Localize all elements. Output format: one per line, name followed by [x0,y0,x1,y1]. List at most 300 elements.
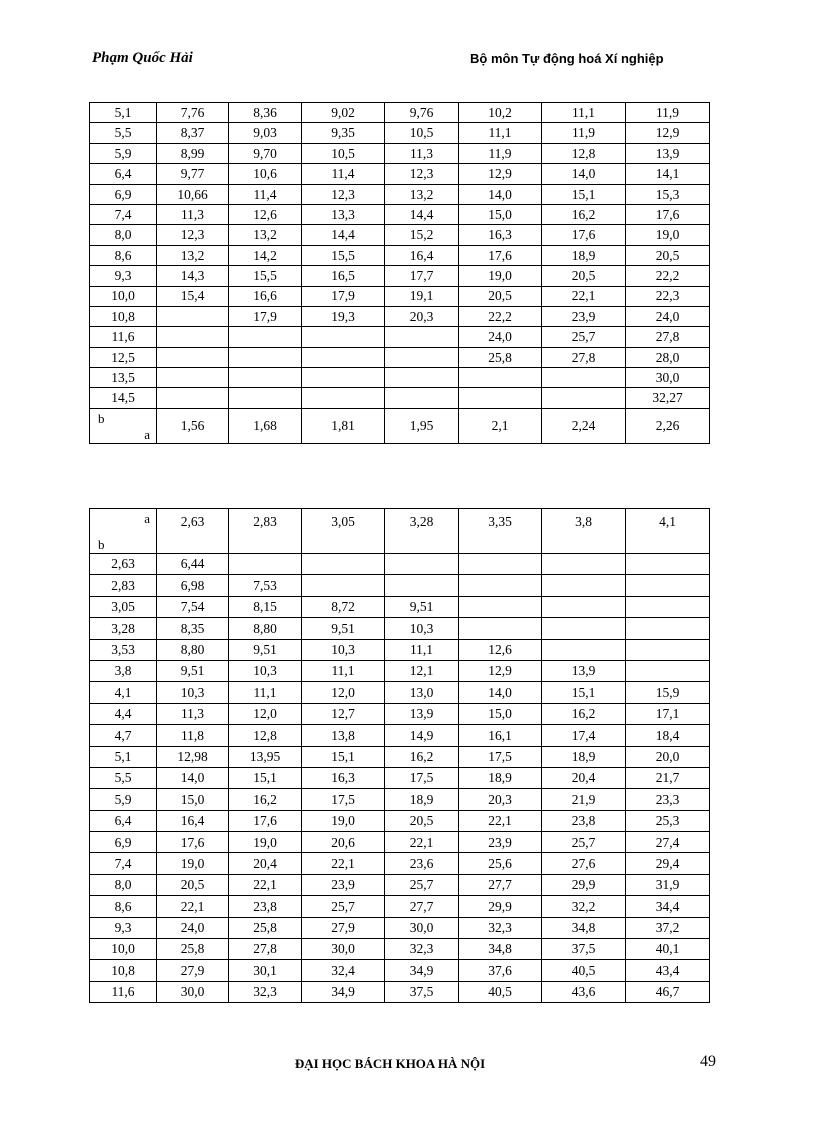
table-cell: 14,9 [385,725,459,746]
table-cell: 15,1 [229,767,302,788]
table-cell: 16,3 [459,225,542,245]
row-label-cell: 5,1 [90,103,157,123]
table-cell: 15,0 [459,204,542,224]
table-cell: 23,6 [385,853,459,874]
table-cell: 9,02 [302,103,385,123]
table-cell [157,347,229,367]
table-cell: 21,9 [542,789,626,810]
table-row [90,767,710,788]
table-cell: 2,26 [626,408,710,443]
table-cell: 25,7 [542,832,626,853]
table-cell: 9,76 [385,103,459,123]
table-cell: 11,3 [157,204,229,224]
table-cell: 12,7 [302,703,385,724]
table-cell: 20,3 [385,306,459,326]
table-cell: 30,0 [302,939,385,960]
table-cell: 15,1 [542,184,626,204]
table-cell: 14,2 [229,245,302,265]
table-cell [459,596,542,617]
table-cell: 10,2 [459,103,542,123]
table-cell: 30,0 [157,981,229,1002]
table-cell: 12,9 [459,164,542,184]
table-cell: 16,1 [459,725,542,746]
table-cell [542,618,626,639]
table-row [90,917,710,938]
table-row [90,939,710,960]
table-cell: 27,7 [385,896,459,917]
corner-label-b: b [98,537,105,552]
table-cell: 25,8 [157,939,229,960]
row-label-cell: 3,05 [90,596,157,617]
table-cell: 11,1 [385,639,459,660]
table-cell: 6,44 [157,554,229,575]
table-cell: 8,72 [302,596,385,617]
table-cell [542,554,626,575]
table-cell: 27,8 [626,327,710,347]
table-cell: 16,6 [229,286,302,306]
table-row [90,639,710,660]
table-cell: 12,1 [385,660,459,681]
table-cell: 1,56 [157,408,229,443]
row-label-cell: 5,5 [90,767,157,788]
row-label-cell: 6,9 [90,832,157,853]
table-cell: 11,9 [459,143,542,163]
table-cell: 32,4 [302,960,385,981]
table-cell: 15,1 [302,746,385,767]
table-cell: 23,8 [542,810,626,831]
table-cell: 8,15 [229,596,302,617]
row-label-cell: 14,5 [90,388,157,408]
table-cell: 13,2 [385,184,459,204]
table-cell: 17,9 [302,286,385,306]
row-label-cell: 3,28 [90,618,157,639]
author-name: Phạm Quốc Hải [92,50,193,66]
table-cell: 20,0 [626,746,710,767]
table-cell: 16,2 [385,746,459,767]
row-label-cell: 13,5 [90,368,157,388]
table-row [90,981,710,1002]
table-cell: 37,5 [385,981,459,1002]
table-cell [626,618,710,639]
table-cell: 12,8 [542,143,626,163]
table-cell: 25,7 [542,327,626,347]
table-cell: 14,4 [302,225,385,245]
table-cell: 18,9 [385,789,459,810]
table-cell: 22,1 [302,853,385,874]
table-row [90,554,710,575]
table-row [90,184,710,204]
table-cell: 16,3 [302,767,385,788]
row-label-cell: 10,0 [90,286,157,306]
table-cell: 20,6 [302,832,385,853]
table-cell: 11,4 [229,184,302,204]
table-cell: 12,6 [459,639,542,660]
table-cell: 22,1 [229,874,302,895]
table-cell: 18,9 [542,746,626,767]
table-cell [626,596,710,617]
table-cell: 12,98 [157,746,229,767]
table-cell: 28,0 [626,347,710,367]
table-cell [459,575,542,596]
table-cell: 37,6 [459,960,542,981]
table-cell: 20,3 [459,789,542,810]
table-cell: 16,2 [542,703,626,724]
row-label-cell: 10,8 [90,960,157,981]
row-label-cell: 8,6 [90,245,157,265]
table-cell: 20,5 [459,286,542,306]
table-cell: 40,5 [542,960,626,981]
table-row [90,703,710,724]
table-cell [302,554,385,575]
table-cell: 22,3 [626,286,710,306]
table-row [90,143,710,163]
row-label-cell: 5,1 [90,746,157,767]
corner-cell [90,509,157,554]
table-cell: 17,6 [626,204,710,224]
table-cell: 15,1 [542,682,626,703]
row-label-cell: 9,3 [90,266,157,286]
table-cell [385,388,459,408]
table-cell [302,388,385,408]
table-cell: 34,4 [626,896,710,917]
table-cell: 29,4 [626,853,710,874]
table-row [90,832,710,853]
table-cell: 19,1 [385,286,459,306]
table-cell [157,368,229,388]
table-cell: 9,70 [229,143,302,163]
table-row [90,306,710,326]
table-cell: 12,0 [229,703,302,724]
table-cell: 32,27 [626,388,710,408]
table-cell [385,554,459,575]
table-cell [157,388,229,408]
table-cell: 30,0 [385,917,459,938]
table-cell: 8,35 [157,618,229,639]
table-cell: 23,9 [302,874,385,895]
table-cell: 23,8 [229,896,302,917]
row-label-cell: 2,63 [90,554,157,575]
table-row [90,746,710,767]
table-row [90,660,710,681]
table-cell: 30,0 [626,368,710,388]
table-cell: 23,3 [626,789,710,810]
row-label-cell: 3,8 [90,660,157,681]
table-cell [302,368,385,388]
table-cell: 19,0 [229,832,302,853]
table-cell [542,368,626,388]
table-cell: 17,5 [302,789,385,810]
table-cell: 27,8 [229,939,302,960]
table-cell: 15,5 [229,266,302,286]
table-cell: 12,9 [626,123,710,143]
table-row [90,368,710,388]
table-cell: 18,9 [459,767,542,788]
table-cell [157,327,229,347]
table-cell: 17,5 [385,767,459,788]
table-cell: 19,0 [626,225,710,245]
table-cell: 16,2 [229,789,302,810]
table-cell: 16,4 [385,245,459,265]
table-cell: 24,0 [459,327,542,347]
table-cell: 9,51 [229,639,302,660]
table-cell: 21,7 [626,767,710,788]
row-label-cell: 9,3 [90,917,157,938]
header-cell: 3,05 [302,509,385,554]
header-cell: 3,28 [385,509,459,554]
table-cell [459,618,542,639]
table-upper-body [90,103,710,409]
table-row [90,327,710,347]
table-cell: 40,5 [459,981,542,1002]
table-cell: 11,1 [229,682,302,703]
table-cell: 27,6 [542,853,626,874]
row-label-cell: 8,0 [90,225,157,245]
table-cell: 14,0 [157,767,229,788]
header-cell: 3,8 [542,509,626,554]
row-label-cell: 4,7 [90,725,157,746]
table-cell: 37,2 [626,917,710,938]
table-cell: 43,6 [542,981,626,1002]
table-cell: 13,9 [626,143,710,163]
table-cell: 1,95 [385,408,459,443]
table-cell: 30,1 [229,960,302,981]
row-label-cell: 6,4 [90,810,157,831]
table-cell: 10,3 [385,618,459,639]
table-cell: 9,51 [157,660,229,681]
table-cell [542,596,626,617]
table-cell: 14,4 [385,204,459,224]
table-cell: 2,1 [459,408,542,443]
table-row [90,408,710,443]
table-cell: 29,9 [459,896,542,917]
table-cell [542,575,626,596]
table-cell: 7,53 [229,575,302,596]
table-cell: 8,80 [229,618,302,639]
table-row [90,789,710,810]
table-cell: 13,95 [229,746,302,767]
table-cell [626,554,710,575]
table-cell: 27,7 [459,874,542,895]
table-cell: 16,2 [542,204,626,224]
table-cell: 8,80 [157,639,229,660]
table-cell: 11,1 [542,103,626,123]
table-cell [459,554,542,575]
footer-university: ĐẠI HỌC BÁCH KHOA HÀ NỘI [294,1056,486,1071]
table-lower-body [90,554,710,1003]
row-label-cell: 6,4 [90,164,157,184]
table-cell: 37,5 [542,939,626,960]
table-cell: 13,8 [302,725,385,746]
row-label-cell: 7,4 [90,853,157,874]
table-cell [302,327,385,347]
table-cell: 12,3 [302,184,385,204]
table-cell [385,347,459,367]
table-cell [385,368,459,388]
table-cell: 8,99 [157,143,229,163]
header-cell: 2,83 [229,509,302,554]
table-row [90,266,710,286]
table-cell: 22,1 [459,810,542,831]
row-label-cell: 4,1 [90,682,157,703]
table-cell [542,388,626,408]
table-cell: 22,2 [626,266,710,286]
table-cell: 12,3 [157,225,229,245]
corner-label-b: b [98,410,105,426]
table-cell: 32,3 [459,917,542,938]
table-row [90,103,710,123]
table-cell: 7,54 [157,596,229,617]
table-row [90,164,710,184]
table-cell [157,306,229,326]
table-row [90,225,710,245]
table-cell: 34,8 [542,917,626,938]
table-cell: 11,3 [385,143,459,163]
table-cell: 20,5 [542,266,626,286]
table-cell: 25,8 [459,347,542,367]
table-cell: 11,9 [626,103,710,123]
table-cell: 27,9 [302,917,385,938]
table-cell: 23,9 [542,306,626,326]
table-cell: 13,3 [302,204,385,224]
table-cell: 9,77 [157,164,229,184]
table-cell: 17,6 [229,810,302,831]
table-cell: 34,8 [459,939,542,960]
corner-label-a: a [144,511,150,526]
table-cell: 34,9 [385,960,459,981]
table-cell: 13,9 [385,703,459,724]
row-label-cell: 6,9 [90,184,157,204]
table-cell [626,575,710,596]
table-cell [385,575,459,596]
table-cell: 11,4 [302,164,385,184]
row-label-cell: 10,0 [90,939,157,960]
table-cell: 14,0 [459,682,542,703]
table-cell: 13,0 [385,682,459,703]
table-cell [229,554,302,575]
row-label-cell: 5,5 [90,123,157,143]
table-cell: 12,3 [385,164,459,184]
table-cell: 18,9 [542,245,626,265]
table-cell: 20,5 [626,245,710,265]
table-cell: 10,5 [302,143,385,163]
row-label-cell: 12,5 [90,347,157,367]
table-cell: 22,1 [385,832,459,853]
table-cell: 8,36 [229,103,302,123]
table-row [90,245,710,265]
table-cell: 15,3 [626,184,710,204]
table-cell [302,575,385,596]
table-cell: 19,0 [459,266,542,286]
table-row [90,596,710,617]
table-cell: 2,24 [542,408,626,443]
table-cell: 15,2 [385,225,459,245]
row-label-cell: 8,0 [90,874,157,895]
table-cell: 15,9 [626,682,710,703]
table-cell: 12,9 [459,660,542,681]
table-row [90,682,710,703]
table-row [90,123,710,143]
corner-cell [90,408,157,443]
table-cell: 25,8 [229,917,302,938]
department-name: Bộ môn Tự động hoá Xí nghiệp [470,51,664,66]
row-label-cell: 5,9 [90,789,157,810]
table-cell [229,327,302,347]
table-cell: 11,1 [302,660,385,681]
table-cell: 25,7 [385,874,459,895]
row-label-cell: 4,4 [90,703,157,724]
table-cell: 34,9 [302,981,385,1002]
table-cell: 40,1 [626,939,710,960]
table-row [90,896,710,917]
table-cell: 12,8 [229,725,302,746]
table-cell: 17,4 [542,725,626,746]
table-cell: 27,4 [626,832,710,853]
table-cell: 19,0 [302,810,385,831]
table-cell [229,388,302,408]
table-cell: 29,9 [542,874,626,895]
table-cell: 17,9 [229,306,302,326]
table-cell [459,388,542,408]
table-row [90,960,710,981]
table-cell: 10,3 [229,660,302,681]
row-label-cell: 7,4 [90,204,157,224]
table-cell: 25,6 [459,853,542,874]
table-cell: 24,0 [626,306,710,326]
table-cell: 9,03 [229,123,302,143]
header-cell: 3,35 [459,509,542,554]
table-cell: 13,2 [229,225,302,245]
table-cell: 17,1 [626,703,710,724]
table-cell: 17,6 [157,832,229,853]
table-cell: 9,51 [302,618,385,639]
table-cell: 10,66 [157,184,229,204]
row-label-cell: 3,53 [90,639,157,660]
table-cell: 14,0 [542,164,626,184]
table-cell: 17,5 [459,746,542,767]
table-cell: 31,9 [626,874,710,895]
table-cell: 12,6 [229,204,302,224]
table-cell: 10,3 [157,682,229,703]
table-cell: 32,2 [542,896,626,917]
table-cell: 16,5 [302,266,385,286]
table-cell: 13,2 [157,245,229,265]
table-cell: 11,1 [459,123,542,143]
table-cell: 11,3 [157,703,229,724]
row-label-cell: 11,6 [90,981,157,1002]
table-cell: 25,3 [626,810,710,831]
table-cell: 19,0 [157,853,229,874]
table-row [90,575,710,596]
table-cell: 15,0 [157,789,229,810]
table-row [90,388,710,408]
table-cell: 1,68 [229,408,302,443]
row-label-cell: 2,83 [90,575,157,596]
table-upper [89,102,710,444]
row-label-cell: 10,8 [90,306,157,326]
table-row [90,618,710,639]
table-cell: 10,6 [229,164,302,184]
table-cell: 15,4 [157,286,229,306]
table-cell: 10,5 [385,123,459,143]
table-header-row [90,509,710,554]
table-cell [385,327,459,347]
table-cell [542,639,626,660]
table-cell [229,368,302,388]
table-cell: 27,8 [542,347,626,367]
table-cell: 43,4 [626,960,710,981]
table-cell: 24,0 [157,917,229,938]
table-cell: 22,1 [542,286,626,306]
